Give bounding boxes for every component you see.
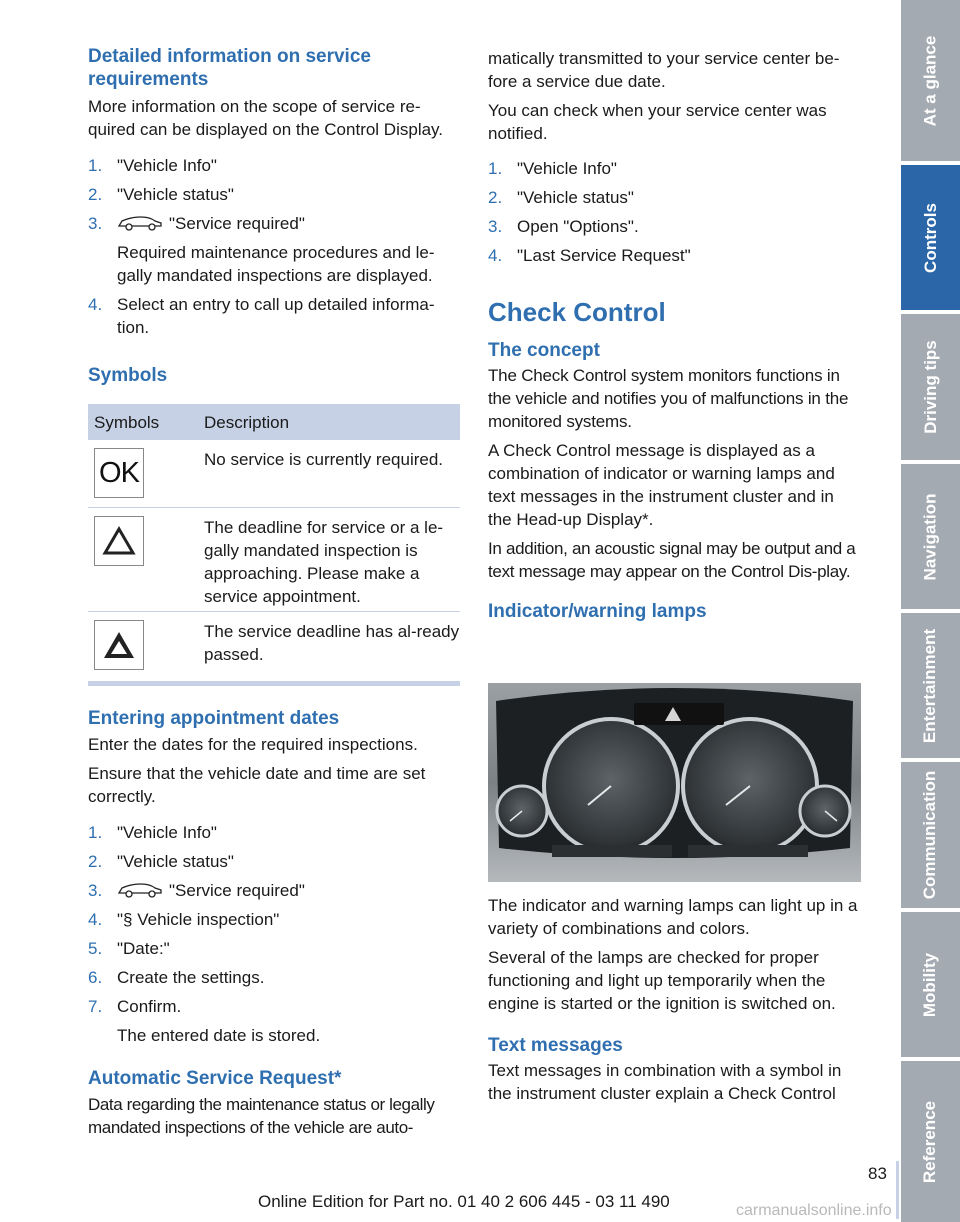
list-item: 3. "Service required" — [88, 881, 305, 900]
asr-text: Data regarding the maintenance status or legally mandated inspections of the vehicle are auto- — [88, 1095, 435, 1137]
concept-text-2: A Check Control message is displayed as a combination of indicator or warning lamps and text messages in the instrument cluster and in the Head-up Display*. — [488, 441, 835, 529]
tab-reference[interactable]: Reference — [901, 1061, 960, 1222]
table-row — [88, 611, 460, 673]
list-item: 4. Select an entry to call up detailed informa-tion. — [88, 295, 435, 337]
row-description: No service is currently required. — [194, 440, 460, 507]
list-item: 1. "Vehicle Info" — [88, 156, 217, 175]
detailed-steps — [88, 154, 460, 339]
instrument-cluster-image — [488, 683, 861, 882]
concept-heading: The concept — [488, 340, 600, 361]
tab-mobility[interactable]: Mobility — [901, 912, 960, 1057]
ok-symbol: OK — [94, 448, 144, 498]
list-item: 4. "§ Vehicle inspection" — [88, 910, 280, 929]
car-icon — [117, 215, 163, 231]
notified-text: You can check when your service center was notified. — [488, 101, 827, 143]
concept-text-3: In addition, an acoustic signal may be output and a text message may appear on the Control Dis-play. — [488, 539, 856, 581]
list-item: 4. "Last Service Request" — [488, 246, 691, 265]
tab-at-a-glance[interactable]: At a glance — [901, 0, 960, 161]
entering-heading: Entering appointment dates — [88, 708, 340, 729]
tab-driving-tips[interactable]: Driving tips — [901, 314, 960, 460]
list-item: 3. "Service required" Required maintenance procedures and le-gally mandated inspections are displayed. — [88, 214, 435, 285]
detailed-text: More information on the scope of service re-quired can be displayed on the Control Display. — [88, 97, 444, 139]
detailed-heading: Detailed information on service requirements — [88, 46, 371, 90]
car-icon — [117, 882, 163, 898]
tab-communication[interactable]: Communication — [901, 762, 960, 908]
right-column — [488, 0, 862, 624]
list-item: 1. "Vehicle Info" — [488, 159, 617, 178]
page-number-bar — [896, 1161, 899, 1219]
service-request-steps — [488, 157, 862, 267]
check-control-heading: Check Control — [488, 297, 666, 327]
asr-heading: Automatic Service Request* — [88, 1068, 342, 1089]
watermark: carmanualsonline.info — [736, 1202, 892, 1219]
entering-steps — [88, 821, 460, 1047]
entering-text-1: Enter the dates for the required inspections. — [88, 735, 418, 754]
list-item: 3. Open "Options". — [488, 217, 639, 236]
concept-text-1: The Check Control system monitors functions in the vehicle and notifies you of malfunctions in the monitored systems. — [488, 366, 849, 431]
tab-navigation[interactable]: Navigation — [901, 464, 960, 609]
asr-continued-text: matically transmitted to your service center be-fore a service due date. — [488, 49, 840, 91]
symbols-table — [88, 404, 460, 673]
lamps-heading: Indicator/warning lamps — [488, 601, 707, 622]
list-item: 2. "Vehicle status" — [88, 185, 234, 204]
table-header-description: Description — [194, 404, 460, 440]
lamps-text-2: Several of the lamps are checked for proper functioning and light up temporarily when the engine is started or the ignition is switched on. — [488, 948, 836, 1013]
page-number: 83 — [868, 1164, 887, 1183]
list-item: 6. Create the settings. — [88, 968, 265, 987]
lamps-text-1: The indicator and warning lamps can light up in a variety of combinations and colors. — [488, 896, 858, 938]
table-row — [88, 507, 460, 611]
sidebar — [901, 0, 960, 1222]
list-item: 2. "Vehicle status" — [488, 188, 634, 207]
table-row — [88, 440, 460, 507]
list-item: 2. "Vehicle status" — [88, 852, 234, 871]
table-header-symbols: Symbols — [88, 404, 194, 440]
symbols-heading: Symbols — [88, 365, 168, 386]
list-item: 7. Confirm. The entered date is stored. — [88, 997, 321, 1045]
row-description: The deadline for service or a le-gally mandated inspection is approaching. Please make a service appointment. — [194, 507, 460, 611]
edition-footer: Online Edition for Part no. 01 40 2 606 445 - 03 11 490 — [258, 1192, 670, 1211]
warning-triangle-filled-icon — [94, 620, 144, 670]
entering-text-2: Ensure that the vehicle date and time are set correctly. — [88, 764, 426, 806]
warning-triangle-icon — [94, 516, 144, 566]
list-item: 1. "Vehicle Info" — [88, 823, 217, 842]
tab-controls[interactable]: Controls — [901, 165, 960, 310]
text-messages-heading: Text messages — [488, 1035, 623, 1056]
right-column-lower — [488, 894, 862, 1105]
tab-entertainment[interactable]: Entertainment — [901, 613, 960, 758]
list-item: 5. "Date:" — [88, 939, 170, 958]
text-messages-text: Text messages in combination with a symbol in the instrument cluster explain a Check Control — [488, 1061, 842, 1103]
row-description: The service deadline has al-ready passed. — [204, 621, 460, 664]
left-column — [88, 0, 460, 1139]
